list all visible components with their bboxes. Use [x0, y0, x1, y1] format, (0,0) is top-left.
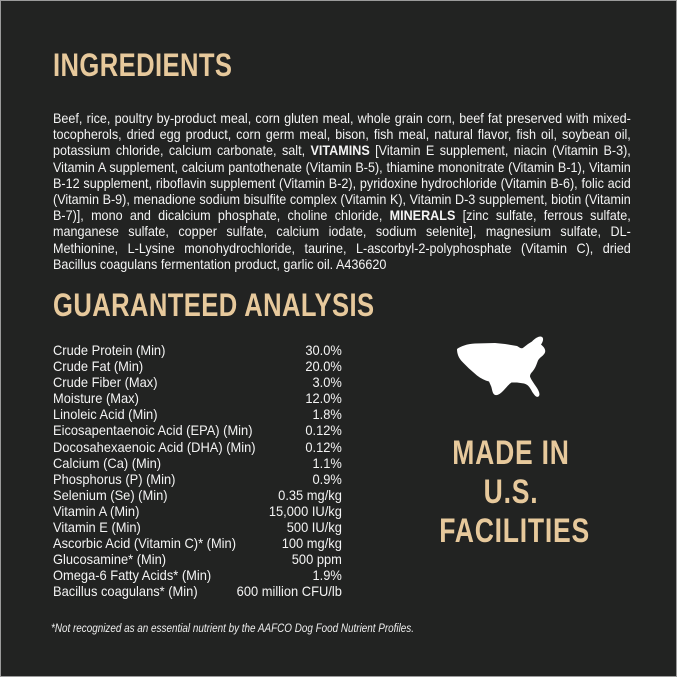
- analysis-row: [53, 567, 342, 583]
- nutrient-value: 500 ppm: [291, 551, 342, 568]
- nutrient-label: Glucosamine* (Min): [53, 551, 167, 568]
- nutrient-label: Crude Fiber (Max): [53, 374, 158, 391]
- analysis-row: [53, 342, 342, 358]
- analysis-row: [53, 422, 342, 438]
- analysis-row: [53, 358, 342, 374]
- nutrient-value: 100 mg/kg: [281, 535, 342, 552]
- nutrient-value: 1.9%: [312, 567, 342, 584]
- analysis-row: [53, 439, 342, 455]
- ingredients-text: [53, 110, 631, 272]
- analysis-row: [53, 406, 342, 422]
- analysis-row: [53, 455, 342, 471]
- nutrient-value: 15,000 IU/kg: [268, 502, 342, 519]
- nutrient-label: Vitamin A (Min): [53, 502, 140, 519]
- guaranteed-analysis-title: GUARANTEED ANALYSIS: [53, 287, 375, 323]
- analysis-row: [53, 390, 342, 406]
- guaranteed-analysis-table: [53, 342, 342, 600]
- nutrient-value: 0.12%: [305, 438, 342, 455]
- nutrient-label: Docosahexaenoic Acid (DHA) (Min): [53, 438, 256, 455]
- made-in-badge: [419, 334, 603, 551]
- nutrient-value: 600 million CFU/lb: [236, 583, 342, 600]
- nutrient-label: Selenium (Se) (Min): [53, 486, 168, 503]
- ingredients-title: INGREDIENTS: [53, 47, 233, 83]
- nutrient-value: 1.1%: [312, 454, 342, 471]
- nutrient-label: Crude Fat (Min): [53, 358, 144, 375]
- nutrient-label: Eicosapentaenoic Acid (EPA) (Min): [53, 422, 253, 439]
- nutrient-label: Linoleic Acid (Min): [53, 406, 158, 423]
- aafco-footnote: *Not recognized as an essential nutrient by the AAFCO Dog Food Nutrient Profiles.: [51, 623, 415, 635]
- nutrient-label: Moisture (Max): [53, 390, 139, 407]
- nutrient-value: 30.0%: [305, 342, 342, 358]
- nutrient-value: 0.9%: [312, 470, 342, 487]
- nutrient-value: 0.35 mg/kg: [278, 486, 342, 503]
- minerals-label: MINERALS: [389, 207, 456, 224]
- ingredients-text-part2: [Vitamin E supplement, niacin (Vitamin B-3), Vitamin A supplement, calcium pantothenate (Vitamin B-5), thiamine mononitrate (Vitamin B-1), Vitamin B-12 supplement, riboflavin supplement (Vitamin B-2), pyridoxine hydrochloride (Vitamin B-6), folic acid (Vitamin B-9), menadione sodium bisulfite complex (Vitamin K), Vitamin D-3 supplement, biotin (Vitamin B-7)], mono and dicalcium phosphate, choline chloride,: [53, 142, 631, 224]
- made-in-line-1: MADE IN: [452, 434, 570, 472]
- analysis-row: [53, 551, 342, 567]
- nutrient-label: Bacillus coagulans* (Min): [53, 583, 198, 600]
- nutrient-label: Vitamin E (Min): [53, 519, 141, 536]
- nutrient-label: Omega-6 Fatty Acids* (Min): [53, 567, 212, 584]
- analysis-row: [53, 583, 342, 599]
- ingredients-text-part1: Beef, rice, poultry by-product meal, corn gluten meal, whole grain corn, beef fat preserved with mixed-tocopherols, dried egg product, corn germ meal, bison, fish meal, natural flavor, fish oil, soybean oil, potassium chloride, calcium carbonate, salt,: [53, 110, 631, 159]
- nutrient-label: Calcium (Ca) (Min): [53, 454, 162, 471]
- analysis-row: [53, 535, 342, 551]
- made-in-line-3: FACILITIES: [439, 512, 590, 550]
- analysis-row: [53, 519, 342, 535]
- nutrient-value: 1.8%: [312, 406, 342, 423]
- nutrient-label: Crude Protein (Min): [53, 342, 166, 358]
- nutrient-value: 500 IU/kg: [286, 519, 342, 536]
- usa-map-icon: [451, 334, 571, 412]
- analysis-row: [53, 503, 342, 519]
- made-in-line-2: U.S.: [483, 473, 539, 511]
- analysis-row: [53, 487, 342, 503]
- nutrient-label: Phosphorus (P) (Min): [53, 470, 176, 487]
- analysis-row: [53, 374, 342, 390]
- vitamins-label: VITAMINS: [310, 142, 370, 159]
- ingredients-text-part3: [zinc sulfate, ferrous sulfate, manganese sulfate, copper sulfate, calcium iodate, sodium selenite], magnesium sulfate, DL-Methionine, L-Lysine monohydrochloride, taurine, L-ascorbyl-2-polyphosphate (Vitamin C), dried Bacillus coagulans fermentation product, garlic oil. A436620: [53, 207, 631, 272]
- nutrient-label: Ascorbic Acid (Vitamin C)* (Min): [53, 535, 236, 552]
- nutrient-value: 20.0%: [305, 358, 342, 375]
- nutrient-value: 12.0%: [305, 390, 342, 407]
- analysis-row: [53, 471, 342, 487]
- nutrient-value: 0.12%: [305, 422, 342, 439]
- nutrient-value: 3.0%: [312, 374, 342, 391]
